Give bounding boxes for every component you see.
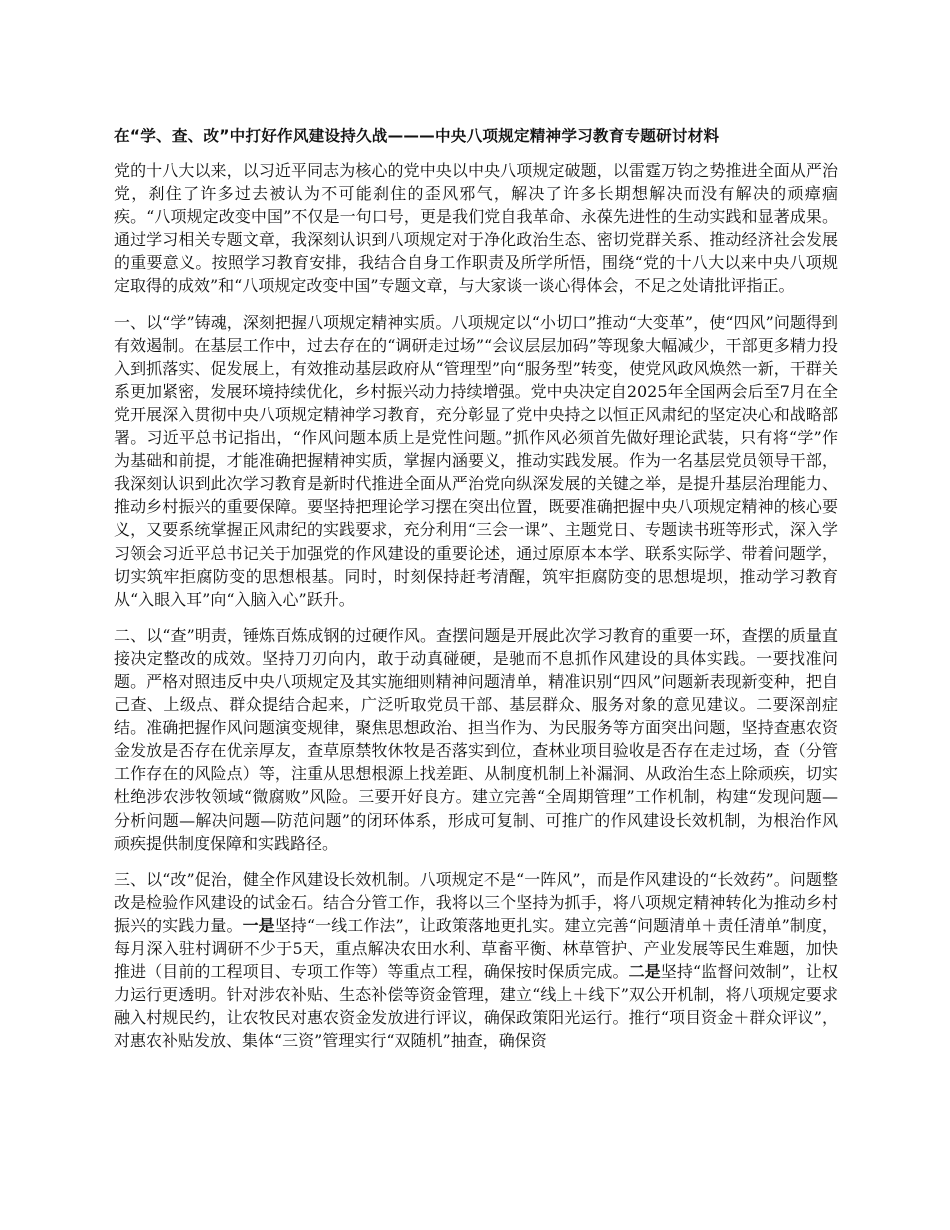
- intro-paragraph: 党的十八大以来，以习近平同志为核心的党中央以中央八项规定破题，以雷霆万钧之势推进全面从严治党，刹住了许多过去被认为不可能刹住的歪风邪气，解决了许多长期想解决而没有解决的顽瘴痼疾。“八项规定改变中国”不仅是一句口号，更是我们党自我革命、永葆先进性的生动实践和显著成果。通过学习相关专题文章，我深刻认识到八项规定对于净化政治生态、密切党群关系、推动经济社会发展的重要意义。按照学习教育安排，我结合自身工作职责及所学所悟，围绕“党的十八大以来中央八项规定取得的成效”和“八项规定改变中国”专题文章，与大家谈一谈心得体会，不足之处请批评指正。: [114, 161, 838, 296]
- section-3-bold-first: 一是: [242, 915, 275, 935]
- section-3-bold-second: 二是: [628, 962, 661, 982]
- section-3-text-3: 坚持“监督问效制”，让权力运行更透明。针对涉农补贴、生态补偿等资金管理，建立“线上＋线下”双公开机制，将八项规定要求融入村规民约，让农牧民对惠农资金发放进行评议，确保政策阳光运行。推行“项目资金＋群众评议”，对惠农补贴发放、集体“三资”管理实行“双随机”抽查，确保资: [114, 962, 838, 1051]
- section-2-paragraph: 二、以“查”明责，锤炼百炼成钢的过硬作风。查摆问题是开展此次学习教育的重要一环，查摆的质量直接决定整改的成效。坚持刀刃向内，敢于动真碰硬，是驰而不息抓作风建设的具体实践。一要找准问题。严格对照违反中央八项规定及其实施细则精神问题清单，精准识别“四风”问题新表现新变种，把自己查、上级点、群众提结合起来，广泛听取党员干部、基层群众、服务对象的意见建议。二要深剖症结。准确把握作风问题演变规律，聚焦思想政治、担当作为、为民服务等方面突出问题，坚持查惠农资金发放是否存在优亲厚友，查草原禁牧休牧是否落实到位，查林业项目验收是否存在走过场，查（分管工作存在的风险点）等，注重从思想根源上找差距、从制度机制上补漏洞、从政治生态上除顽疾，切实杜绝涉农涉牧领域“微腐败”风险。三要开好良方。建立完善“全周期管理”工作机制，构建“发现问题—分析问题—解决问题—防范问题”的闭环体系，形成可复制、可推广的作风建设长效机制，为根治作风顽疾提供制度保障和实践路径。: [114, 625, 838, 853]
- section-1-paragraph: 一、以“学”铸魂，深刻把握八项规定精神实质。八项规定以“小切口”推动“大变革”，使“四风”问题得到有效遏制。在基层工作中，过去存在的“调研走过场”“会议层层加码”等现象大幅减少，干部更多精力投入到抓落实、促发展上，有效推动基层政府从“管理型”向“服务型”转变，使党风政风焕然一新，干群关系更加紧密，发展环境持续优化，乡村振兴动力持续增强。党中央决定自2025年全国两会后至7月在全党开展深入贯彻中央八项规定精神学习教育，充分彰显了党中央持之以恒正风肃纪的坚定决心和战略部署。习近平总书记指出，“作风问题本质上是党性问题。”抓作风必须首先做好理论武装，只有将“学”作为基础和前提，才能准确把握精神实质，掌握内涵要义，推动实践发展。作为一名基层党员领导干部，我深刻认识到此次学习教育是新时代推进全面从严治党向纵深发展的关键之举，是提升基层治理能力、推动乡村振兴的重要保障。要坚持把理论学习摆在突出位置，既要准确把握中央八项规定精神的核心要义，又要系统掌握正风肃纪的实践要求，充分利用“三会一课”、主题党日、专题读书班等形式，深入学习领会习近平总书记关于加强党的作风建设的重要论述，通过原原本本学、联系实际学、带着问题学，切实筑牢拒腐防变的思想根基。同时，时刻保持赶考清醒，筑牢拒腐防变的思想堤坝，推动学习教育从“入眼入耳”向“入脑入心”跃升。: [114, 312, 838, 609]
- section-3-paragraph: [114, 868, 838, 1053]
- section-3-text-1: 三、以“改”促治，健全作风建设长效机制。八项规定不是“一阵风”，而是作风建设的“长效药”。问题整改是检验作风建设的试金石。结合分管工作，我将以三个坚持为抓手，将八项规定精神转化为推动乡村振兴的实践力量。: [114, 869, 838, 935]
- document-page: [114, 124, 838, 1065]
- document-title: 在“学、查、改”中打好作风建设持久战———中央八项规定精神学习教育专题研讨材料: [114, 127, 720, 145]
- section-3-text-2: 坚持“一线工作法”，让政策落地更扎实。建立完善“问题清单＋责任清单”制度，每月深入驻村调研不少于5天，重点解决农田水利、草畜平衡、林草管护、产业发展等民生难题，加快推进（目前的工程项目、专项工作等）等重点工程，确保按时保质完成。: [114, 915, 838, 982]
